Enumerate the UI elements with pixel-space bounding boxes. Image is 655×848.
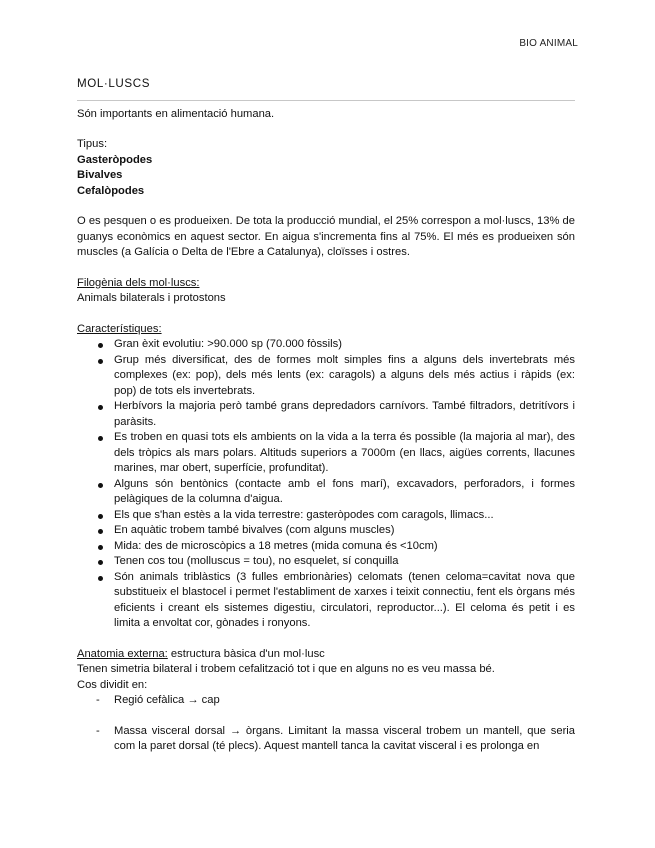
production-paragraph: O es pesquen o es produeixen. De tota la producció mundial, el 25% correspon a mol·luscs, 13% de guanys econòmics en aquest sector. En aigua s'incrementa fins al 75%. El més es produeixen són muscles (a Galícia o Delta de l'Ebre a Catalunya), cloïsses i ostres. [77,215,575,258]
anatomia-line2: Cos dividit en: [77,678,148,691]
header-label: BIO ANIMAL [519,38,578,49]
filogenia-text: Animals bilaterals i protostons [77,292,226,304]
document-page [77,76,575,755]
title-divider [77,100,575,101]
list-item: Herbívors la majoria però també grans depredadors carnívors. També filtradors, detritívors i paràsits. [77,399,575,430]
page-title: MOL·LUSCS [77,77,151,90]
list-item: Gran èxit evolutiu: >90.000 sp (70.000 fòssils) [77,337,575,353]
list-item: Són animals triblàstics (3 fulles embrionàries) celomats (tenen celoma=cavitat nova que substitueix el blastocel i permet l'establiment de xarxes i teixit connectiu, fent els òrgans més eficients i creant els sistemes digestiu, circulatori, reproductor...). El celoma és petit i es limita a envoltat cor, gònades i ronyons. [77,570,575,632]
list-item: Alguns són bentònics (contacte amb el fons marí), excavadors, perforadors, i formes pelàgiques de la columna d'aigua. [77,477,575,508]
tipus-item: Gasteròpodes [77,153,153,166]
tipus-label: Tipus: [77,138,108,150]
anatomia-heading-line [77,647,575,663]
tipus-item: Cefalòpodes [77,184,145,197]
list-item: Mida: des de microscòpics a 18 metres (mida comuna és <10cm) [77,539,575,555]
caracteristiques-heading: Característiques: [77,322,162,335]
list-item: Grup més diversificat, des de formes molt simples fins a alguns dels invertebrats més complexes (ex: pop), dels més lents (ex: caragols) a alguns dels més actius i ràpids (ex: pop) de tots els invertebrats. [77,353,575,400]
anatomia-line1: Tenen simetria bilateral i trobem cefalització tot i que en alguns no es veu massa bé. [77,663,495,675]
list-item: En aquàtic trobem també bivalves (com alguns muscles) [77,523,575,539]
caracteristiques-list [77,337,575,632]
list-item: Els que s'han estès a la vida terrestre: gasteròpodes com caragols, llimacs... [77,508,575,524]
list-item: Tenen cos tou (molluscus = tou), no esquelet, sí conquilla [77,554,575,570]
list-item: - Regió cefàlica → cap [77,693,575,709]
list-item: - Massa visceral dorsal → òrgans. Limitant la massa visceral trobem un mantell, que seria com la paret dorsal (té plecs). Aquest mantell tanca la cavitat visceral i es prolonga en [77,724,575,755]
filogenia-heading: Filogènia dels mol·luscs: [77,276,200,289]
tipus-item: Bivalves [77,169,123,181]
anatomia-list [77,693,575,755]
list-item: Es troben en quasi tots els ambients on la vida a la terra és possible (la majoria al mar), des dels tròpics als mars polars. Altituds superiors a 7000m (en llacs, aigües corrents, llacunes marines, mar obert, superfície, profunditat). [77,430,575,477]
anatomia-heading: Anatomia externa: [77,647,168,660]
intro-text: Són importants en alimentació humana. [77,107,275,120]
anatomia-heading-rest: estructura bàsica d'un mol·lusc [167,647,325,660]
